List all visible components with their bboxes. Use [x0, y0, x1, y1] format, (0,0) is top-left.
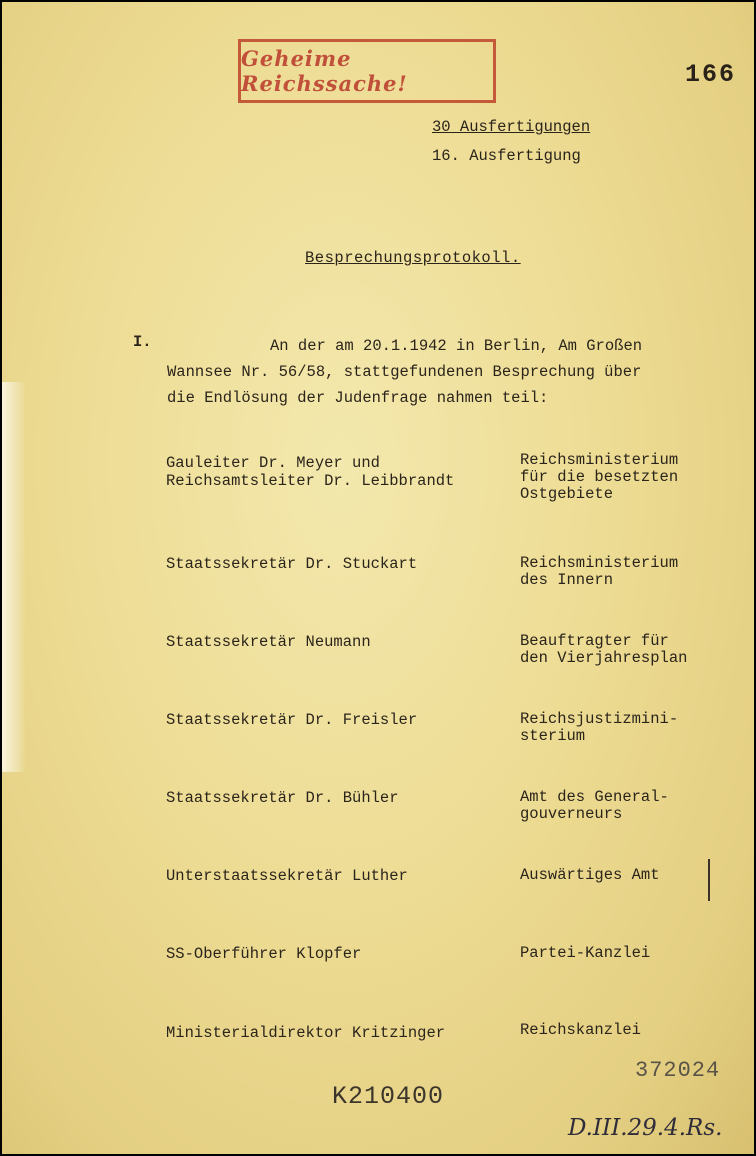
participant-office: Amt des General- gouverneurs — [520, 788, 669, 823]
participant-name: Gauleiter Dr. Meyer und Reichsamtsleiter Dr. Leibbrandt — [166, 454, 455, 490]
intro-line-2: Wannsee Nr. 56/58, stattgefundenen Besprechung über — [167, 363, 642, 381]
handwritten-note: D.III.29.4.Rs. — [568, 1115, 723, 1141]
document-number: 372024 — [635, 1058, 721, 1083]
intro-line-1: An der am 20.1.1942 in Berlin, Am Großen — [270, 337, 643, 355]
participant-name: Unterstaatssekretär Luther — [166, 867, 408, 885]
participant-name: SS-Oberführer Klopfer — [166, 945, 362, 963]
participant-name: Ministerialdirektor Kritzinger — [166, 1024, 446, 1042]
participant-office: Auswärtiges Amt — [520, 866, 660, 884]
participant-office: Reichskanzlei — [520, 1021, 641, 1039]
page-number: 166 — [685, 60, 737, 89]
participant-name: Staatssekretär Neumann — [166, 633, 371, 651]
participant-office: Partei-Kanzlei — [520, 944, 651, 962]
archive-number: K210400 — [332, 1082, 445, 1111]
paper-edge-wear — [2, 382, 26, 772]
participant-office: Reichsjustizmini- sterium — [520, 710, 679, 745]
participant-name: Staatssekretär Dr. Bühler — [166, 789, 399, 807]
participant-office: Reichsministerium für die besetzten Ostgebiete — [520, 451, 679, 503]
participant-name: Staatssekretär Dr. Freisler — [166, 711, 418, 729]
margin-pencil-mark — [708, 859, 710, 901]
section-number: I. — [133, 333, 152, 351]
copies-total: 30 Ausfertigungen — [432, 118, 591, 136]
participant-office: Beauftragter für den Vierjahresplan — [520, 632, 688, 667]
intro-line-3: die Endlösung der Judenfrage nahmen teil: — [167, 389, 549, 407]
participant-office: Reichsministerium des Innern — [520, 554, 679, 589]
document-title: Besprechungsprotokoll. — [305, 249, 521, 267]
participant-name: Staatssekretär Dr. Stuckart — [166, 555, 418, 573]
intro-paragraph — [167, 333, 727, 411]
classification-stamp: Geheime Reichssache! — [238, 39, 496, 103]
copy-number: 16. Ausfertigung — [432, 147, 581, 165]
